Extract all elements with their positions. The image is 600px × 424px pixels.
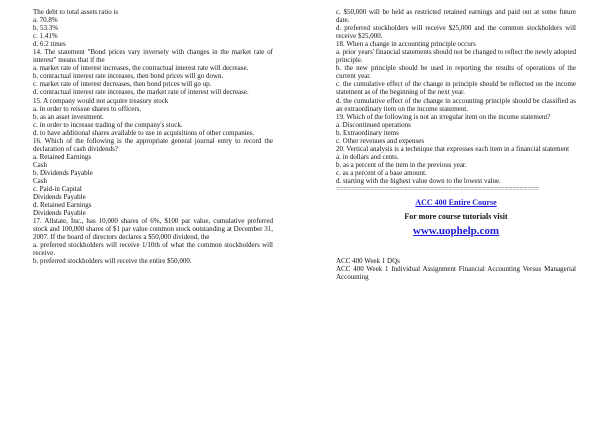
course-links [336, 257, 576, 281]
course-link[interactable]: ACC 400 Week 1 DQs [336, 257, 400, 266]
text-line: b. preferred stockholders will receive the entire $50,000. [33, 257, 192, 266]
text-line: b. the new principle should be used in reporting the results of operations of the current year. [336, 64, 576, 81]
question-20: 20. Vertical analysis is a technique that expresses each item in a financial statement [336, 144, 570, 153]
text-line: d. preferred stockholders will receive $25,000 and the common stockholders will receive $25,000. [336, 24, 576, 41]
text-line: d. to have additional shares available to use in acquisitions of other companies. [33, 128, 255, 137]
text-line: b. contractual interest rate increases, then bond prices will go down. [33, 72, 224, 81]
text-line: a. 70.8% [33, 16, 58, 25]
question-15: 15. A company would not acquire treasury stock [33, 96, 169, 105]
text-line: c. the cumulative effect of the change in principle should be reflected on the income statement as of the beginning of the next year. [336, 80, 576, 97]
more-tutorials-text: For more course tutorials visit [404, 212, 508, 222]
course-title-link[interactable]: ACC 400 Entire Course [415, 198, 497, 208]
text-line: c. market rate of interest decreases, then bond prices will go up. [33, 80, 212, 89]
separator-line: ====================================================== [336, 185, 539, 194]
text-line: Cash [33, 176, 47, 185]
question-14: 14. The statement "Bond prices vary inversely with changes in the market rate of interest" means that if the [33, 48, 273, 65]
text-line: a. prior years' financial statements should not be changed to reflect the newly adopted principle. [336, 48, 576, 65]
text-line: Dividends Payable [33, 193, 86, 202]
text-line: a. Retained Earnings [33, 152, 92, 161]
text-line: d. contractual interest rate increases, the market rate of interest will decrease. [33, 88, 249, 97]
website-link[interactable]: www.uophelp.com [412, 225, 500, 238]
question-18: 18. When a change in accounting principle occurs [336, 40, 476, 49]
text-line: b. Dividends Payable [33, 168, 93, 177]
text-line: a. market rate of interest increases, the contractual interest rate will decrease. [33, 64, 249, 73]
question-17: 17. Allstate, Inc., has 10,000 shares of 6%, $100 par value, cumulative preferred stock and 100,000 shares of $1 par value common stock outstanding at December 31, 2007. If the board of directors declares a $50,000 dividend, the [33, 217, 273, 242]
text-line: d. Retained Earnings [33, 201, 92, 210]
course-link[interactable]: ACC 400 Week 1 Individual Assignment Financial Accounting Versus Managerial Accounting [336, 265, 576, 282]
text-line: c. Other revenues and expenses [336, 136, 425, 145]
text-line: b. as an asset investment. [33, 112, 104, 121]
text-line: a. in order to reissue shares to officers. [33, 104, 142, 113]
text-line: c. as a percent of a base amount. [336, 168, 427, 177]
text-line: a. preferred stockholders will receive 1/10th of what the common stockholders will receive. [33, 241, 273, 258]
text-line: d. the cumulative effect of the change in accounting principle should be classified as an extraordinary item on the income statement. [336, 96, 576, 113]
question-19: 19. Which of the following is not an irregular item on the income statement? [336, 112, 551, 121]
text-line: The debt to total assets ratio is [33, 8, 119, 16]
text-line: Dividends Payable [33, 209, 86, 218]
text-line: b. 53.3% [33, 24, 59, 33]
text-line: Cash [33, 160, 47, 169]
question-16: 16. Which of the following is the appropriate general journal entry to record the declaration of cash dividends? [33, 136, 273, 153]
text-line: c. $50,000 will be held as restricted retained earnings and paid out at some future date. [336, 8, 576, 25]
text-line: c. Paid-in Capital [33, 185, 82, 194]
text-line: b. as a percent of the item in the previous year. [336, 160, 467, 169]
text-line: c. in order to increase trading of the company's stock. [33, 120, 183, 129]
text-line: a. Discontinued operations [336, 120, 411, 129]
text-line: d. 6.2 times [33, 40, 66, 49]
right-column [336, 8, 576, 281]
text-line: d. starting with the highest value down to the lowest value. [336, 176, 501, 185]
text-line: c. 1.41% [33, 32, 58, 41]
text-line: b. Extraordinary items [336, 128, 399, 137]
text-line: a. in dollars and cents. [336, 152, 399, 161]
left-column [33, 8, 273, 266]
